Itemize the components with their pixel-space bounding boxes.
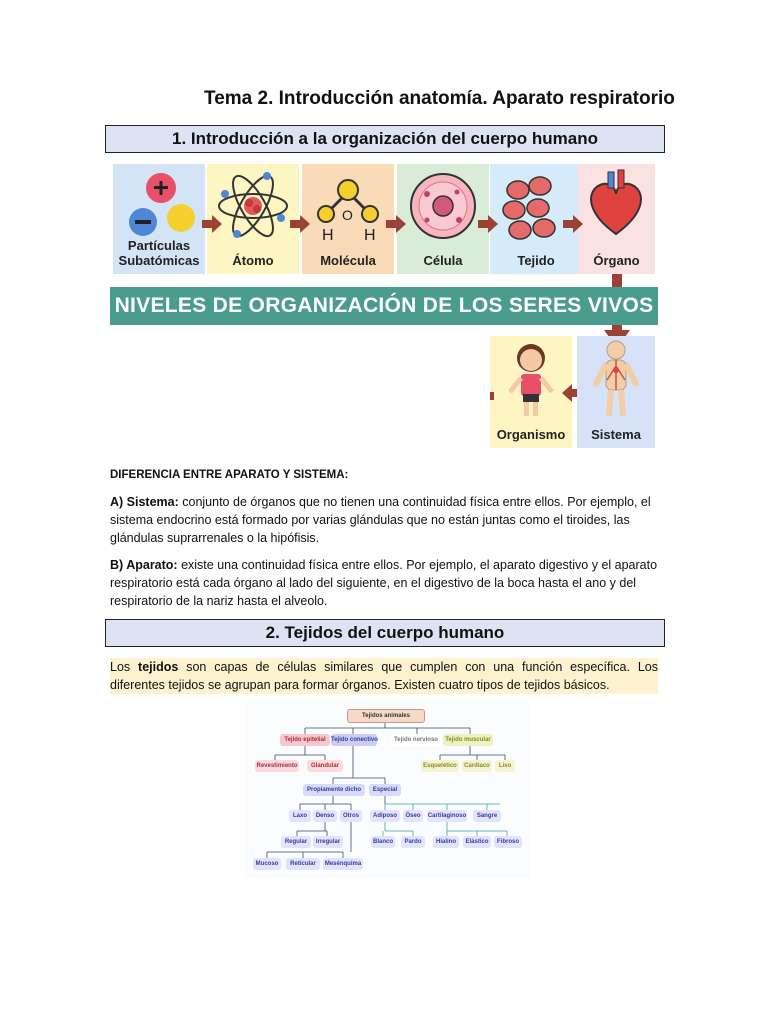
tejidos-paragraph bbox=[110, 658, 658, 694]
level-label: Organismo bbox=[496, 427, 566, 442]
tree-node: Tejido nervioso bbox=[391, 734, 441, 746]
diff-heading: DIFERENCIA ENTRE APARATO Y SISTEMA: bbox=[110, 469, 349, 481]
body-system-icon bbox=[577, 336, 655, 418]
svg-text:H: H bbox=[364, 227, 376, 244]
tree-node: Esquelético bbox=[421, 760, 459, 772]
level-label: Tejido bbox=[517, 253, 555, 268]
level-molecule bbox=[302, 164, 394, 274]
tree-node: Blanco bbox=[371, 836, 395, 848]
level-organ bbox=[578, 164, 655, 274]
sistema-label: A) Sistema: bbox=[110, 495, 179, 509]
tree-node: Óseo bbox=[403, 810, 423, 822]
para-prefix: Los bbox=[110, 660, 139, 674]
arrow-right-icon bbox=[202, 215, 222, 233]
tissue-tree-diagram bbox=[245, 700, 530, 878]
document-title: Tema 2. Introducción anatomía. Aparato respiratorio bbox=[204, 88, 675, 109]
tree-node: Tejido epitelial bbox=[280, 734, 330, 746]
heart-organ-icon bbox=[578, 164, 655, 244]
tree-node: Reticular bbox=[286, 858, 320, 870]
tree-node: Cardiaco bbox=[462, 760, 492, 772]
svg-text:H: H bbox=[322, 227, 334, 244]
tree-node: Denso bbox=[313, 810, 337, 822]
aparato-paragraph bbox=[110, 556, 658, 610]
connector-line bbox=[490, 392, 494, 400]
cell-icon bbox=[397, 164, 489, 244]
level-label: Órgano bbox=[593, 253, 640, 268]
level-organism bbox=[490, 336, 572, 448]
aparato-text: existe una continuidad física entre ellos. Por ejemplo, el aparato digestivo y el aparato respiratorio está cada órgano al lado del siguiente, en el digestivo de la boca hasta el ano y del respiratorio de la nariz hasta el alveolo. bbox=[110, 558, 658, 608]
tree-node: Especial bbox=[369, 784, 401, 796]
arrow-right-icon bbox=[290, 215, 310, 233]
level-label: Célula bbox=[423, 253, 463, 268]
aparato-label: B) Aparato: bbox=[110, 558, 178, 572]
tree-node: Adiposo bbox=[370, 810, 400, 822]
tree-node: Tejido conectivo bbox=[331, 734, 377, 746]
level-label: Partículas Subatómicas bbox=[118, 238, 200, 268]
tree-node: Glandular bbox=[307, 760, 343, 772]
para-bold: tejidos bbox=[138, 660, 179, 674]
tree-node: Liso bbox=[495, 760, 515, 772]
tree-node: Elástico bbox=[463, 836, 491, 848]
sistema-text: conjunto de órganos que no tienen una continuidad física entre ellos. Por ejemplo, el sistema endocrino está formado por varias glándulas que no están juntas como el tiroides, las glándulas suprarrenales o la hipófisis. bbox=[110, 495, 651, 545]
tree-node: Sangre bbox=[473, 810, 501, 822]
tree-node: Cartilaginoso bbox=[427, 810, 467, 822]
tree-node-root: Tejidos animales bbox=[347, 709, 425, 723]
level-label: Átomo bbox=[232, 253, 274, 268]
connector-line bbox=[612, 274, 622, 288]
level-label: Molécula bbox=[320, 253, 376, 268]
tree-node: Otros bbox=[340, 810, 362, 822]
tree-node: Propiamente dicho bbox=[303, 784, 365, 796]
tree-node: Regular bbox=[281, 836, 311, 848]
level-subatomic bbox=[113, 164, 205, 274]
subatomic-particles-icon bbox=[113, 164, 205, 244]
para-rest: son capas de células similares que cumplen con una función específica. Los diferentes tejidos se agrupan para formar órganos. Existen cuatro tipos de tejidos básicos. bbox=[110, 660, 658, 692]
level-label: Sistema bbox=[591, 427, 641, 442]
tree-node: Fibroso bbox=[494, 836, 522, 848]
molecule-icon bbox=[302, 164, 394, 244]
arrow-right-icon bbox=[478, 215, 498, 233]
tree-node: Mesénquima bbox=[323, 858, 363, 870]
arrow-right-icon bbox=[563, 215, 583, 233]
arrow-right-icon bbox=[386, 215, 406, 233]
section-1-header: 1. Introducción a la organización del cuerpo humano bbox=[105, 125, 665, 153]
tree-node: Revestimiento bbox=[255, 760, 299, 772]
tree-node: Mucoso bbox=[253, 858, 281, 870]
level-system bbox=[577, 336, 655, 448]
tree-node: Tejido muscular bbox=[443, 734, 493, 746]
tree-node: Pardo bbox=[401, 836, 425, 848]
tree-node: Hialino bbox=[433, 836, 459, 848]
level-cell bbox=[397, 164, 489, 274]
person-organism-icon bbox=[490, 336, 572, 418]
levels-banner: NIVELES DE ORGANIZACIÓN DE LOS SERES VIVOS bbox=[110, 287, 658, 325]
tree-node: Laxo bbox=[289, 810, 311, 822]
svg-text:O: O bbox=[342, 207, 353, 223]
sistema-paragraph bbox=[110, 493, 658, 547]
section-2-header: 2. Tejidos del cuerpo humano bbox=[105, 619, 665, 647]
tree-node: Irregular bbox=[313, 836, 343, 848]
